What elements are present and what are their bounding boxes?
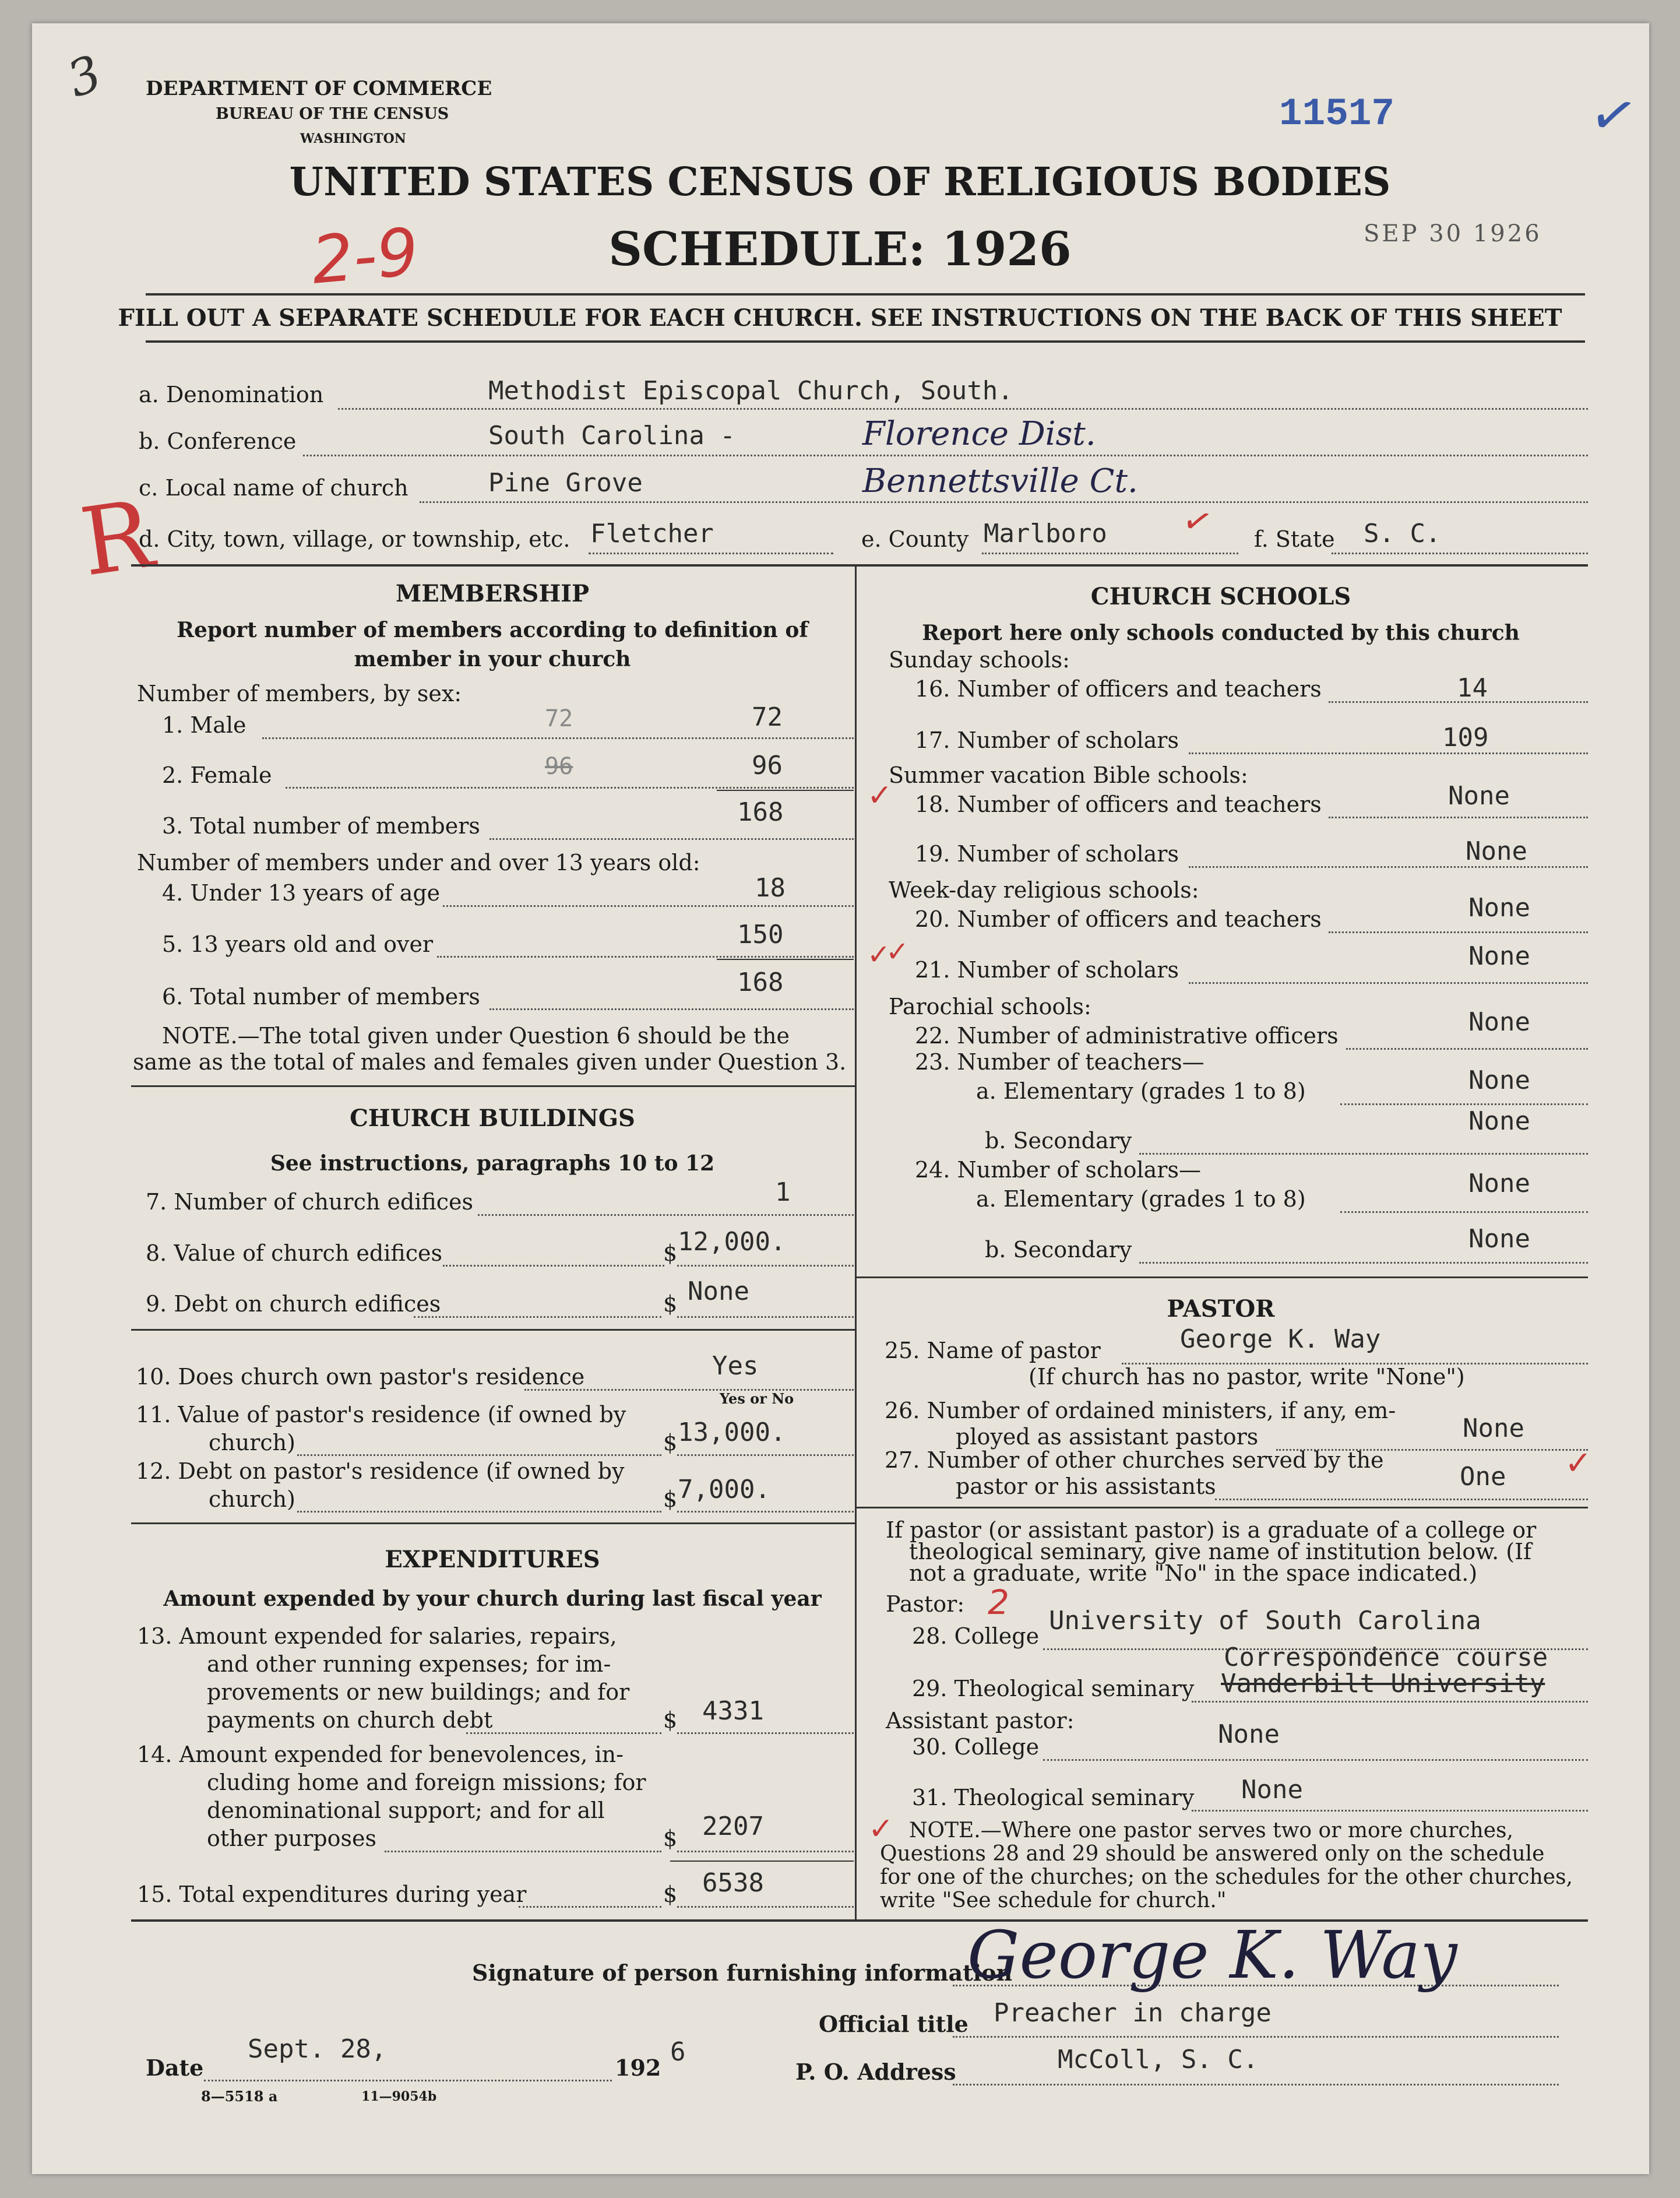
buildings-rule-1 <box>131 1329 855 1331</box>
q25-label: 25. Name of pastor <box>885 1338 1101 1363</box>
q29-line <box>1192 1701 1588 1703</box>
q17-field[interactable]: 109 <box>1442 723 1489 752</box>
date-line <box>204 2080 612 2081</box>
q17-line <box>1189 752 1588 754</box>
q4-under13-label: 4. Under 13 years of age <box>162 880 441 906</box>
q15-total-field[interactable]: 6538 <box>702 1868 764 1898</box>
schools-heading: CHURCH SCHOOLS <box>1090 583 1351 610</box>
sunday-schools-label: Sunday schools: <box>889 647 1070 673</box>
q13-line <box>466 1732 661 1734</box>
q14-amount-line <box>677 1851 854 1852</box>
q1-male-label: 1. Male <box>162 712 246 738</box>
q12-debt-field[interactable]: 7,000. <box>678 1475 770 1504</box>
q13-label-line-3: provements or new buildings; and for <box>207 1679 630 1705</box>
graduate-instruction-line-3: not a graduate, write "No" in the space indicated.) <box>909 1560 1478 1586</box>
q2-female-label: 2. Female <box>162 762 272 788</box>
q31-seminary-label: 31. Theological seminary <box>912 1785 1195 1810</box>
q5-over13-field[interactable]: 150 <box>737 920 784 949</box>
q2-pencil-value: 96 <box>545 753 573 780</box>
q24b-label: b. Secondary <box>985 1237 1132 1262</box>
bureau-name: BUREAU OF THE CENSUS <box>216 105 449 123</box>
year-digit-field[interactable]: 6 <box>670 2037 686 2067</box>
q27-field[interactable]: One <box>1460 1462 1506 1492</box>
assistant-pastor-subsection-label: Assistant pastor: <box>886 1708 1075 1733</box>
q24a-label: a. Elementary (grades 1 to 8) <box>976 1186 1306 1212</box>
q22-field[interactable]: None <box>1468 1007 1530 1037</box>
q21-label: 21. Number of scholars <box>915 957 1179 983</box>
q13-dollar: $ <box>663 1707 678 1733</box>
q23a-field[interactable]: None <box>1468 1065 1530 1095</box>
serial-number: 11517 <box>1279 92 1395 136</box>
column-divider <box>855 564 857 1919</box>
membership-heading: MEMBERSHIP <box>395 580 590 607</box>
q23b-label: b. Secondary <box>985 1128 1132 1153</box>
q6-line <box>489 1008 854 1010</box>
state-field[interactable]: S. C. <box>1364 519 1441 548</box>
date-label: Date <box>146 2055 204 2081</box>
q29-seminary-label: 29. Theological seminary <box>912 1676 1195 1701</box>
red-code-annotation: 2-9 <box>308 214 422 299</box>
official-title-label: Official title <box>819 2011 968 2037</box>
q21-check-mark-2: ✓ <box>886 936 910 968</box>
header-rule-bottom <box>146 340 1585 343</box>
county-line <box>982 553 1238 554</box>
expenditures-sub: Amount expended by your church during last fiscal year <box>163 1587 822 1611</box>
q22-line <box>1346 1048 1588 1050</box>
q26-label-line-1: 26. Number of ordained ministers, if any, em- <box>885 1398 1396 1423</box>
form-title: UNITED STATES CENSUS OF RELIGIOUS BODIES <box>289 159 1391 205</box>
q19-line <box>1189 866 1588 868</box>
county-check-mark: ✓ <box>1178 498 1217 546</box>
q11-value-field[interactable]: 13,000. <box>678 1418 786 1447</box>
denomination-field[interactable]: Methodist Episcopal Church, South. <box>488 376 1013 406</box>
q12-dollar: $ <box>663 1486 678 1512</box>
q29-seminary-field[interactable]: Vanderbilt University <box>1221 1669 1545 1698</box>
parochial-schools-label: Parochial schools: <box>889 994 1091 1019</box>
q23-label: 23. Number of teachers— <box>915 1049 1204 1075</box>
conference-line <box>303 455 1588 456</box>
pastor-note-line-1: NOTE.—Where one pastor serves two or more churches, <box>909 1819 1513 1842</box>
q24a-field[interactable]: None <box>1468 1169 1530 1198</box>
conference-district-handwriting: Florence Dist. <box>862 415 1096 453</box>
q14-label-line-1: 14. Amount expended for benevolences, in- <box>137 1742 624 1767</box>
q7-edifices-label: 7. Number of church edifices <box>146 1189 473 1215</box>
q27-line <box>1215 1499 1588 1500</box>
denomination-line <box>338 408 1588 410</box>
pastor-note-check-mark: ✓ <box>868 1812 894 1847</box>
q2-female-field[interactable]: 96 <box>752 751 783 780</box>
po-address-field[interactable]: McColl, S. C. <box>1058 2045 1259 2074</box>
q27-label-line-2: pastor or his assistants <box>956 1473 1216 1499</box>
membership-sub-line-1: Report number of members according to definition of <box>177 618 808 642</box>
official-title-field[interactable]: Preacher in charge <box>994 1998 1272 2028</box>
q12-line <box>297 1511 661 1513</box>
pastor-rule <box>857 1507 1588 1508</box>
conference-label: b. Conference <box>139 428 297 454</box>
red-r-annotation: R <box>74 479 159 597</box>
q30-college-field[interactable]: None <box>1218 1719 1280 1749</box>
q1-pencil-value: 72 <box>545 705 573 732</box>
signature-label: Signature of person furnishing information <box>472 1960 1013 1986</box>
summer-schools-label: Summer vacation Bible schools: <box>889 762 1248 788</box>
graduate-instruction-line-1: If pastor (or assistant pastor) is a graduate of a college or <box>886 1517 1537 1543</box>
q5-sum-rule <box>717 959 854 960</box>
q13-amount-field[interactable]: 4331 <box>702 1696 764 1726</box>
q20-line <box>1329 931 1588 933</box>
q24b-line <box>1139 1262 1588 1264</box>
q2-line <box>286 787 854 789</box>
q8-line <box>443 1265 664 1267</box>
schools-sub: Report here only schools conducted by this church <box>922 621 1520 645</box>
q17-label: 17. Number of scholars <box>915 727 1179 753</box>
received-date-stamp: SEP 30 1926 <box>1364 220 1542 247</box>
city-name: WASHINGTON <box>300 131 406 146</box>
q9-line <box>414 1316 661 1318</box>
pastor-subsection-label: Pastor: <box>886 1591 965 1617</box>
pastor-note-line-2: Questions 28 and 29 should be answered only on the schedule <box>880 1842 1545 1866</box>
pastor-red-mark: 2 <box>988 1582 1009 1622</box>
q20-field[interactable]: None <box>1468 893 1530 923</box>
q19-label: 19. Number of scholars <box>915 841 1179 867</box>
year-prefix: 192 <box>615 2055 661 2081</box>
q27-check-mark: ✓ <box>1565 1444 1592 1482</box>
q7-line <box>478 1214 854 1216</box>
header-rule-top <box>146 293 1585 296</box>
q16-label: 16. Number of officers and teachers <box>915 676 1322 702</box>
q23b-field[interactable]: None <box>1468 1106 1530 1136</box>
q23a-line <box>1340 1103 1588 1105</box>
q21-check-mark-1: ✓ <box>867 938 891 971</box>
city-field[interactable]: Fletcher <box>590 519 714 548</box>
q21-field[interactable]: None <box>1468 941 1530 971</box>
q6-total-label: 6. Total number of members <box>162 984 480 1010</box>
q22-label: 22. Number of administrative officers <box>915 1023 1339 1049</box>
q26-label-line-2: ployed as assistant pastors <box>956 1424 1259 1450</box>
q16-field[interactable]: 14 <box>1457 673 1488 703</box>
buildings-rule-2 <box>131 1522 855 1524</box>
schedule-year: SCHEDULE: 1926 <box>608 221 1072 276</box>
q12-label-line-1: 12. Debt on pastor's residence (if owned by <box>136 1458 625 1484</box>
q9-debt-label: 9. Debt on church edifices <box>146 1291 441 1317</box>
q3-total-field[interactable]: 168 <box>737 797 784 827</box>
q29-correspondence-note: Correspondence course <box>1224 1643 1548 1672</box>
q15-line <box>519 1906 661 1908</box>
q11-dollar: $ <box>663 1430 678 1455</box>
q11-label-line-1: 11. Value of pastor's residence (if owned by <box>136 1402 626 1427</box>
q15-amount-line <box>677 1906 854 1908</box>
q14-sum-rule <box>670 1861 854 1862</box>
pastor-note-line-3: for one of the churches; on the schedules for the other churches, <box>880 1865 1573 1889</box>
state-label: f. State <box>1254 526 1335 552</box>
q3-total-label: 3. Total number of members <box>162 813 480 839</box>
q18-check-mark: ✓ <box>867 778 893 813</box>
corner-number-mark: 3 <box>59 44 109 109</box>
q21-line <box>1189 982 1588 984</box>
q8-value-field[interactable]: 12,000. <box>678 1227 786 1257</box>
form-number-2: 11—9054b <box>361 2089 437 2104</box>
q24-label: 24. Number of scholars— <box>915 1157 1201 1183</box>
approval-check-mark: ✓ <box>1586 79 1639 159</box>
q7-edifices-field[interactable]: 1 <box>775 1177 791 1207</box>
membership-rule <box>131 1085 855 1087</box>
q27-label-line-1: 27. Number of other churches served by the <box>885 1447 1384 1473</box>
q18-field[interactable]: None <box>1448 781 1510 811</box>
q19-field[interactable]: None <box>1466 836 1527 866</box>
department-name: DEPARTMENT OF COMMERCE <box>146 77 492 100</box>
q13-label-line-2: and other running expenses; for im- <box>207 1651 611 1677</box>
q9-debt-field[interactable]: None <box>688 1276 749 1306</box>
q31-line <box>1192 1810 1588 1812</box>
q13-amount-line <box>677 1732 854 1734</box>
q6-total-field[interactable]: 168 <box>737 968 784 997</box>
q25-hint: (If church has no pastor, write "None") <box>1029 1364 1465 1390</box>
buildings-sub: See instructions, paragraphs 10 to 12 <box>270 1151 715 1176</box>
po-address-line <box>953 2084 1559 2086</box>
q28-college-label: 28. College <box>912 1623 1040 1649</box>
q26-field[interactable]: None <box>1463 1413 1524 1443</box>
q11-label-line-2: church) <box>209 1430 295 1455</box>
local-church-field[interactable]: Pine Grove <box>488 468 643 498</box>
membership-sub-line-2: member in your church <box>354 647 631 671</box>
local-church-label: c. Local name of church <box>139 475 408 501</box>
q12-amount-line <box>677 1511 854 1513</box>
county-label: e. County <box>861 526 969 552</box>
q9-amount-line <box>677 1316 854 1318</box>
q11-line <box>297 1454 661 1456</box>
q3-line <box>489 838 854 840</box>
state-line <box>1332 553 1588 554</box>
expenditures-heading: EXPENDITURES <box>385 1546 600 1573</box>
q18-label: 18. Number of officers and teachers <box>915 792 1322 817</box>
q14-label-line-2: cluding home and foreign missions; for <box>207 1770 646 1795</box>
q10-yes-no-hint: Yes or No <box>720 1390 794 1407</box>
members-by-age-label: Number of members under and over 13 years old: <box>137 850 700 875</box>
denomination-label: a. Denomination <box>139 382 324 407</box>
q10-residence-label: 10. Does church own pastor's residence <box>136 1364 585 1390</box>
po-address-label: P. O. Address <box>795 2059 956 2085</box>
q8-dollar: $ <box>663 1240 678 1266</box>
members-by-sex-label: Number of members, by sex: <box>137 681 462 706</box>
q8-value-label: 8. Value of church edifices <box>146 1240 442 1266</box>
q1-line <box>262 737 854 739</box>
county-field[interactable]: Marlboro <box>984 519 1107 548</box>
form-number-1: 8—5518 a <box>201 2088 278 2105</box>
q24a-line <box>1340 1211 1588 1213</box>
buildings-heading: CHURCH BUILDINGS <box>350 1105 635 1132</box>
q4-line <box>443 905 854 907</box>
q13-label-line-1: 13. Amount expended for salaries, repairs, <box>137 1623 617 1649</box>
q8-amount-line <box>677 1265 854 1267</box>
q2-sum-rule <box>717 790 854 791</box>
local-church-line <box>420 501 1588 503</box>
q14-line <box>385 1851 661 1852</box>
q23a-label: a. Elementary (grades 1 to 8) <box>976 1078 1306 1104</box>
q31-seminary-field[interactable]: None <box>1241 1775 1303 1805</box>
date-field[interactable]: Sept. 28, <box>248 2034 387 2064</box>
q15-dollar: $ <box>663 1882 678 1907</box>
q15-total-label: 15. Total expenditures during year <box>137 1882 527 1907</box>
q1-male-field[interactable]: 72 <box>752 702 783 732</box>
q23b-line <box>1139 1153 1588 1155</box>
pastor-note-line-4: write "See schedule for church." <box>880 1888 1227 1912</box>
q25-pastor-name-field[interactable]: George K. Way <box>1180 1324 1381 1354</box>
city-line <box>589 553 833 554</box>
graduate-instruction-line-2: theological seminary, give name of institution below. (If <box>909 1539 1532 1564</box>
q24b-field[interactable]: None <box>1468 1224 1530 1254</box>
membership-note-line-1: NOTE.—The total given under Question 6 should be the <box>162 1023 790 1049</box>
q30-college-label: 30. College <box>912 1734 1040 1760</box>
q9-dollar: $ <box>663 1291 678 1317</box>
q10-residence-field[interactable]: Yes <box>712 1351 759 1381</box>
q10-line <box>524 1389 854 1391</box>
schools-rule <box>857 1276 1588 1278</box>
identity-rule <box>131 564 1588 567</box>
q13-label-line-4: payments on church debt <box>207 1707 493 1733</box>
q14-amount-field[interactable]: 2207 <box>702 1812 764 1841</box>
membership-note-line-2: same as the total of males and females given under Question 3. <box>133 1049 847 1075</box>
q14-dollar: $ <box>663 1826 678 1851</box>
weekday-schools-label: Week-day religious schools: <box>889 877 1199 903</box>
official-title-line <box>953 2036 1559 2038</box>
q14-label-line-3: denominational support; and for all <box>207 1798 605 1823</box>
q14-label-line-4: other purposes <box>207 1826 377 1851</box>
conference-field[interactable]: South Carolina - <box>488 421 735 451</box>
signature-field[interactable]: George K. Way <box>967 1918 1457 1993</box>
q20-label: 20. Number of officers and teachers <box>915 906 1322 932</box>
q30-line <box>1043 1759 1588 1761</box>
separate-schedule-instruction: FILL OUT A SEPARATE SCHEDULE FOR EACH CHURCH. SEE INSTRUCTIONS ON THE BACK OF THIS SHEET <box>118 304 1562 332</box>
pastor-heading: PASTOR <box>1167 1295 1275 1323</box>
q4-under13-field[interactable]: 18 <box>755 873 786 903</box>
q5-line <box>437 956 854 958</box>
circuit-handwriting: Bennettsville Ct. <box>862 462 1138 500</box>
q5-over13-label: 5. 13 years old and over <box>162 931 434 957</box>
q12-label-line-2: church) <box>209 1486 295 1512</box>
q28-college-field[interactable]: University of South Carolina <box>1049 1606 1481 1636</box>
q18-line <box>1329 817 1588 818</box>
q11-amount-line <box>677 1454 854 1456</box>
city-label: d. City, town, village, or township, etc. <box>139 526 570 552</box>
